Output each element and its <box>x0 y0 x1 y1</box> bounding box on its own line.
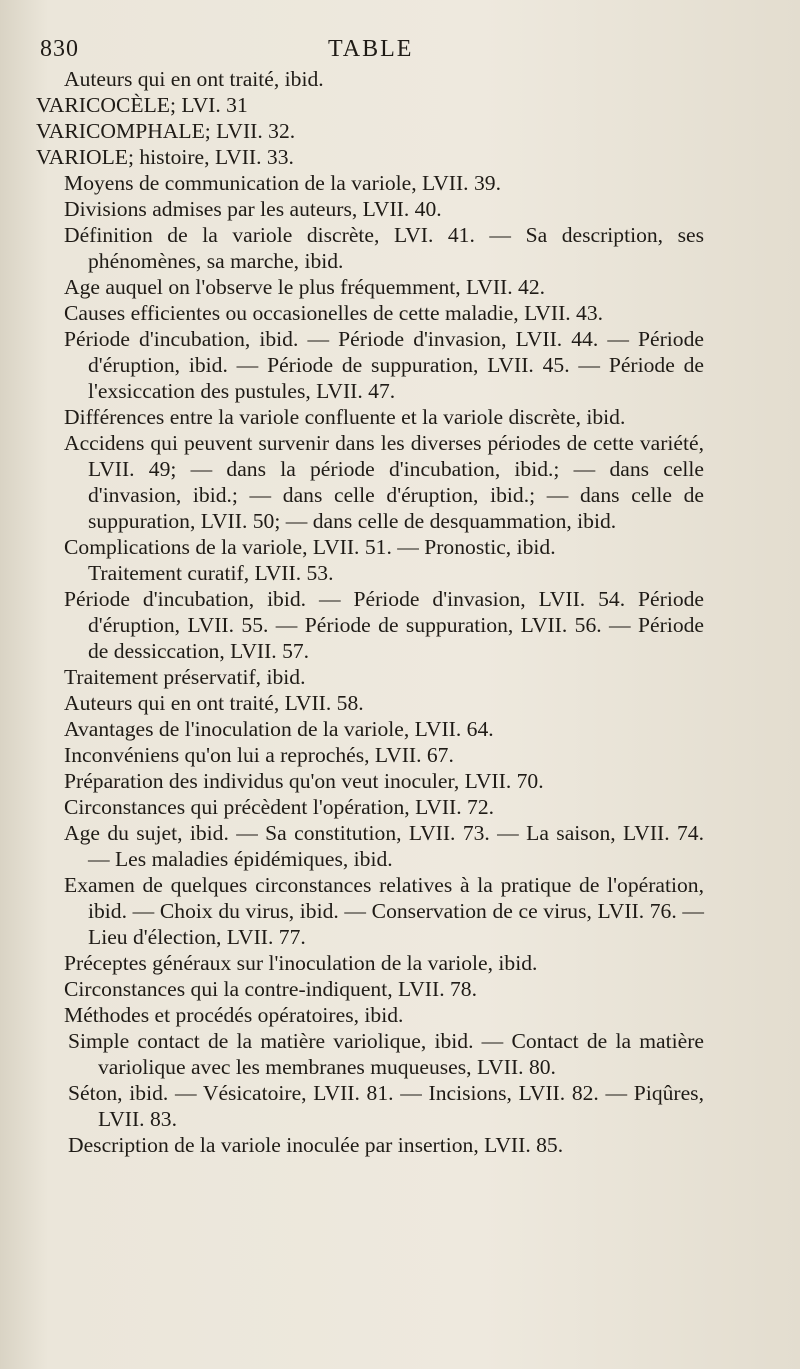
index-entry <box>36 560 704 586</box>
index-entry <box>36 742 704 768</box>
page-number: 830 <box>40 36 79 62</box>
index-entry <box>36 716 704 742</box>
index-entry <box>36 950 704 976</box>
index-entry <box>36 1132 704 1158</box>
index-entry <box>36 92 704 118</box>
index-entry-text: VARIOLE; histoire, LVII. 33. <box>36 145 294 169</box>
index-entry <box>36 534 704 560</box>
index-entry <box>36 1028 704 1080</box>
index-entry-text: Définition de la variole discrète, LVI. 41. — Sa description, ses phénomènes, sa marche, ibid. <box>64 223 704 273</box>
index-entry-text: Circonstances qui la contre-indiquent, LVII. 78. <box>64 977 477 1001</box>
index-entry-text: Préceptes généraux sur l'inoculation de la variole, ibid. <box>64 951 538 975</box>
index-entry <box>36 118 704 144</box>
index-entry <box>36 274 704 300</box>
index-entry-text: Simple contact de la matière variolique, ibid. — Contact de la matière variolique avec les membranes muqueuses, LVII. 80. <box>68 1029 704 1079</box>
index-entry-text: Traitement curatif, LVII. 53. <box>88 561 334 585</box>
index-entry-text: VARICOCÈLE; LVI. 31 <box>36 93 248 117</box>
index-entry-text: Avantages de l'inoculation de la variole, LVII. 64. <box>64 717 494 741</box>
index-entry <box>36 690 704 716</box>
index-entry-text: Accidens qui peuvent survenir dans les diverses périodes de cette variété, LVII. 49; — dans la période d'incubation, ibid.; — dans celle d'invasion, ibid.; — dans celle d'éruption, ibid.; — dans celle de suppuration, LVII. 50; — dans celle de desquammation, ibid. <box>64 431 704 533</box>
index-entry-text: Méthodes et procédés opératoires, ibid. <box>64 1003 404 1027</box>
running-head: TABLE <box>328 36 414 62</box>
index-entry <box>36 66 704 92</box>
index-entry-text: Description de la variole inoculée par insertion, LVII. 85. <box>68 1133 564 1157</box>
index-entry <box>36 794 704 820</box>
index-entry <box>36 768 704 794</box>
index-entry-text: Divisions admises par les auteurs, LVII. 40. <box>64 197 442 221</box>
index-entry-text: Inconvéniens qu'on lui a reprochés, LVII. 67. <box>64 743 454 767</box>
index-entry-text: Auteurs qui en ont traité, ibid. <box>64 67 324 91</box>
index-entry-text: Séton, ibid. — Vésicatoire, LVII. 81. — Incisions, LVII. 82. — Piqûres, LVII. 83. <box>68 1081 704 1131</box>
index-entry <box>36 430 704 534</box>
index-entry-text: Circonstances qui précèdent l'opération, LVII. 72. <box>64 795 495 819</box>
index-entry-text: Examen de quelques circonstances relatives à la pratique de l'opération, ibid. — Choix du virus, ibid. — Conservation de ce virus, LVII. 76. — Lieu d'élection, LVII. 77. <box>64 873 704 949</box>
index-entry <box>36 222 704 274</box>
index-entry <box>36 586 704 664</box>
index-entry <box>36 144 704 170</box>
index-entry <box>36 872 704 950</box>
index-entry-text: Période d'incubation, ibid. — Période d'invasion, LVII. 44. — Période d'éruption, ibid. — Période de suppuration, LVII. 45. — Période de l'exsiccation des pustules, LVII. 47. <box>64 327 704 403</box>
index-entry-text: Préparation des individus qu'on veut inoculer, LVII. 70. <box>64 769 544 793</box>
index-entry <box>36 1002 704 1028</box>
page-header <box>36 34 704 66</box>
index-entry <box>36 404 704 430</box>
index-entry-text: Age du sujet, ibid. — Sa constitution, LVII. 73. — La saison, LVII. 74. — Les maladies épidémiques, ibid. <box>64 821 704 871</box>
index-entry <box>36 300 704 326</box>
index-entry <box>36 170 704 196</box>
index-entry <box>36 1080 704 1132</box>
index-entry <box>36 326 704 404</box>
index-entry-text: Moyens de communication de la variole, LVII. 39. <box>64 171 501 195</box>
index-entry <box>36 664 704 690</box>
index-entry-text: Complications de la variole, LVII. 51. — Pronostic, ibid. <box>64 535 556 559</box>
index-entry-text: Causes efficientes ou occasionelles de cette maladie, LVII. 43. <box>64 301 604 325</box>
index-entry <box>36 820 704 872</box>
index-entry <box>36 196 704 222</box>
index-entries <box>36 66 704 1158</box>
index-entry-text: Période d'incubation, ibid. — Période d'invasion, LVII. 54. Période d'éruption, LVII. 55. — Période de suppuration, LVII. 56. — Période de dessiccation, LVII. 57. <box>64 587 704 663</box>
index-entry-text: VARICOMPHALE; LVII. 32. <box>36 119 296 143</box>
index-entry-text: Différences entre la variole confluente et la variole discrète, ibid. <box>64 405 626 429</box>
index-entry <box>36 976 704 1002</box>
index-entry-text: Auteurs qui en ont traité, LVII. 58. <box>64 691 364 715</box>
index-entry-text: Age auquel on l'observe le plus fréquemment, LVII. 42. <box>64 275 546 299</box>
index-entry-text: Traitement préservatif, ibid. <box>64 665 306 689</box>
